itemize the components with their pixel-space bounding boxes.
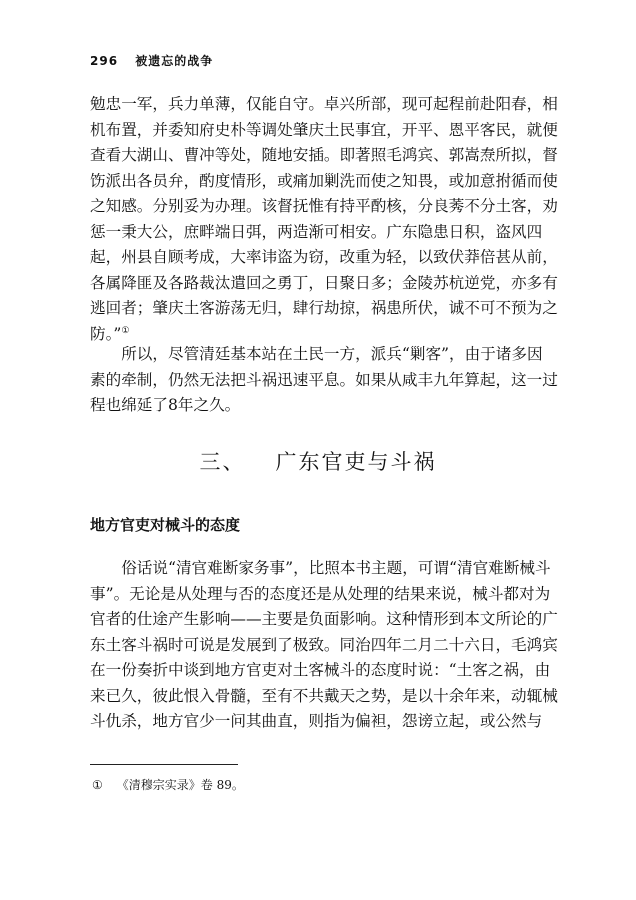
- body-paragraph: [90, 92, 558, 347]
- book-title: 被遗忘的战争: [135, 54, 214, 68]
- footnote-divider: [90, 764, 238, 765]
- footnote-text: 《清穆宗实录》卷 89。: [116, 778, 244, 792]
- body-paragraph: 俗话说“清官难断家务事”，比照本书主题，可谓“清官难断械斗事”。无论是从处理与否的态度还是从处理的结果来说，械斗都对为官者的仕途产生影响——主要是负面影响。这种情形到本文所论的广东土客斗祸时可说是发展到了极致。同治四年二月二十六日，毛鸿宾在一份奏折中谈到地方官吏对土客械斗的态度时说：“土客之祸，由来已久，彼此恨入骨髓，至有不共戴天之势，是以十余年来，动辄械斗仇杀，地方官少一问其曲直，则指为偏袒，怨谤立起，或公然与: [90, 559, 558, 730]
- subheading: 地方官吏对械斗的态度: [90, 516, 241, 534]
- footnote: [92, 776, 244, 793]
- section-number: 三、: [199, 450, 246, 474]
- paragraph-text: 勉忠一军，兵力单薄，仅能自守。卓兴所部，现可起程前赴阳春，相机布置，并委知府史朴等调处肇庆土民事宜，开平、恩平客民，就便查看大湖山、曹冲等处，随地安插。即著照毛鸿宾、郭嵩焘所拟，督饬派出各员弁，酌度情形，或痛加剿洗而使之知畏，或加意拊循而使之知感。分别妥为办理。该督抚惟有持平酌核，分良莠不分土客，劝惩一秉大公，庶畔端日弭，两造渐可相安。广东隐患日积，盗风四起，州县自顾考成，大率讳盗为窃，改重为轻，以致伏莽倍甚从前，各属降匪及各路裁汰遣回之勇丁，日聚日多；金陵苏杭逆党，亦多有逃回者；肇庆土客游荡无归，肆行劫掠，祸患所伏，诚不可不预为之防。”: [90, 95, 558, 343]
- running-head: [90, 52, 213, 69]
- section-title: 广东官吏与斗祸: [275, 450, 437, 474]
- section-heading: [0, 446, 636, 476]
- body-paragraph: 所以，尽管清廷基本站在土民一方，派兵“剿客”，由于诸多因素的牵制，仍然无法把斗祸迅速平息。如果从咸丰九年算起，这一过程也绵延了8年之久。: [90, 345, 558, 414]
- footnote-mark: ①: [92, 778, 103, 792]
- page-number: 296: [90, 54, 119, 68]
- footnote-reference: ①: [121, 325, 130, 336]
